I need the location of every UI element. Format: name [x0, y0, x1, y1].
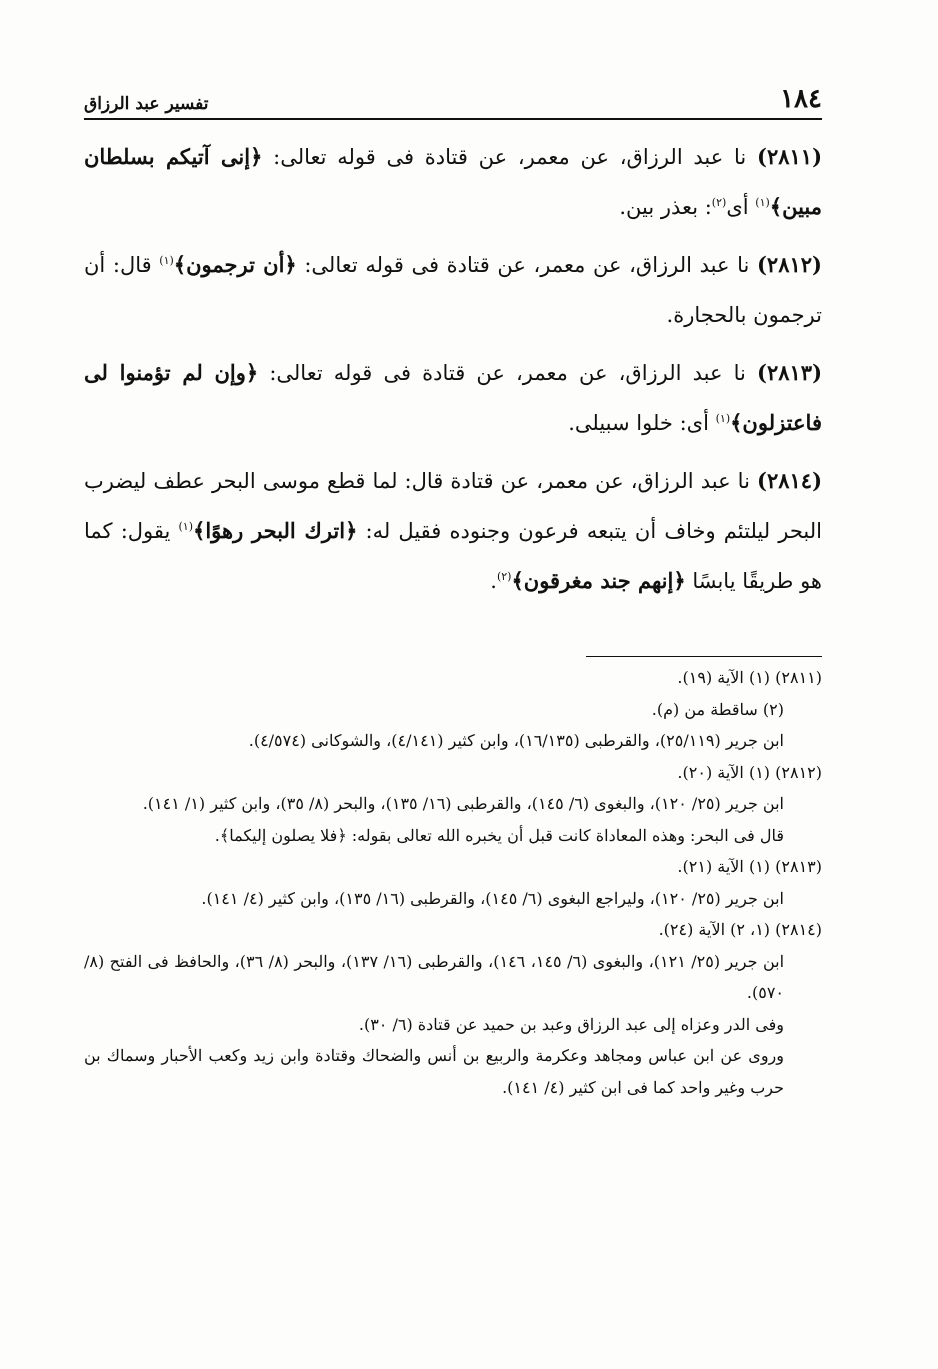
entry-text: أى [726, 195, 756, 219]
entry-text: نا عبد الرزاق، عن معمر، عن قتادة قال: لما قطع موسى البحر عطف ليضرب البحر ليلتئم وخاف أن يتبعه فرعون وجنوده فقيل له: [84, 469, 822, 543]
footnote-ref: (١) [178, 520, 194, 533]
entry-number: (٢٨١١) [757, 144, 822, 169]
entry-text: قال: أن ترجمون بالحجارة. [84, 253, 822, 327]
footnote-ref: (١) [715, 412, 731, 425]
footnote-line: ابن جرير (٢٥/ ١٢١)، والبغوى (٦/ ١٤٥، ١٤٦)، والقرطبى (١٦/ ١٣٧)، والبحر (٨/ ٣٦)، والحافظ فى الفتح (٨/ ٥٧٠). [84, 951, 785, 1002]
footnote-ref: (١) [159, 254, 174, 267]
footnote-line: ابن جرير (٢٥/ ١٢٠)، وليراجع البغوى (٦/ ١٤٥)، والقرطبى (١٦/ ١٣٥)، وابن كثير (٤/ ١٤١). [201, 888, 784, 908]
footnote-heading: (٢٨١٤) (١، ٢) الآية (٢٤). [658, 920, 822, 939]
entry-2814 [84, 456, 822, 606]
entry-text: يقول: كما هو طريقًا يابسًا [84, 519, 822, 593]
entry-text: نا عبد الرزاق، عن معمر، عن قتادة فى قوله تعالى: [296, 253, 757, 277]
footnotes [84, 662, 822, 1103]
footnote-ref: (٢) [711, 196, 727, 209]
entry-2811 [84, 132, 822, 232]
entry-text: نا عبد الرزاق، عن معمر، عن قتادة فى قوله تعالى: [258, 361, 757, 385]
entry-number: (٢٨١٤) [757, 468, 822, 493]
footnote-heading: (٢٨١٣) (١) الآية (٢١). [677, 857, 822, 876]
footnote-ref: (١) [755, 196, 770, 209]
footnote-line: ابن جرير (٢٥/ ١٢٠)، والبغوى (٦/ ١٤٥)، والقرطبى (١٦/ ١٣٥)، والبحر (٨/ ٣٥)، وابن كثير (١/ ١٤١). [142, 794, 784, 813]
quran-verse: ﴿أن ترجمون﴾ [173, 252, 297, 277]
footnote-ref: (٢) [496, 570, 512, 583]
entry-text: . [490, 569, 497, 593]
footnote-line: وفى الدر وعزاه إلى عبد الرزاق وعبد بن حميد عن قتادة (٦/ ٣٠). [358, 1014, 784, 1034]
running-title: تفسير عبد الرزاق [84, 94, 209, 114]
footnote-line: وروى عن ابن عباس ومجاهد وعكرمة والربيع بن أنس والضحاك وقتادة وابن زيد وكعب الأحبار وسماك بن حرب وغير واحد كما فى ابن كثير (٤/ ١٤١). [84, 1046, 784, 1097]
footnote-heading: (٢٨١١) (١) الآية (١٩). [677, 668, 822, 687]
entry-text: نا عبد الرزاق، عن معمر، عن قتادة فى قوله تعالى: [262, 145, 757, 169]
footnote-heading: (٢٨١٢) (١) الآية (٢٠). [677, 762, 822, 782]
entry-number: (٢٨١٣) [757, 360, 822, 385]
footnote-line: ابن جرير (٢٥/١١٩)، والقرطبى (١٦/١٣٥)، وابن كثير (٤/١٤١)، والشوكانى (٤/٥٧٤). [248, 731, 784, 750]
entry-text: أى: خلوا سبيلى. [568, 411, 716, 435]
quran-verse: ﴿إنى آتيكم بسلطان مبين﴾ [84, 144, 822, 219]
page-number: ١٨٤ [780, 84, 822, 114]
footnote-separator [586, 656, 822, 657]
quran-verse: ﴿إنهم جند مغرقون﴾ [511, 568, 686, 593]
quran-verse: ﴿اترك البحر رهوًا﴾ [193, 518, 358, 543]
entry-2812 [84, 240, 822, 340]
page-header [84, 78, 822, 114]
quran-verse: ﴿وإن لم تؤمنوا لى فاعتزلون﴾ [84, 360, 822, 435]
entry-number: (٢٨١٢) [756, 252, 822, 277]
header-rule [84, 118, 822, 120]
main-text [84, 132, 822, 614]
footnote-line: (٢) ساقطة من (م). [651, 699, 784, 719]
footnote-line: قال فى البحر: وهذه المعاداة كانت قبل أن يخبره الله تعالى بقوله: ﴿فلا يصلون إليكما﴾. [214, 825, 784, 845]
entry-text: : بعذر بين. [619, 195, 712, 219]
entry-2813 [84, 348, 822, 448]
